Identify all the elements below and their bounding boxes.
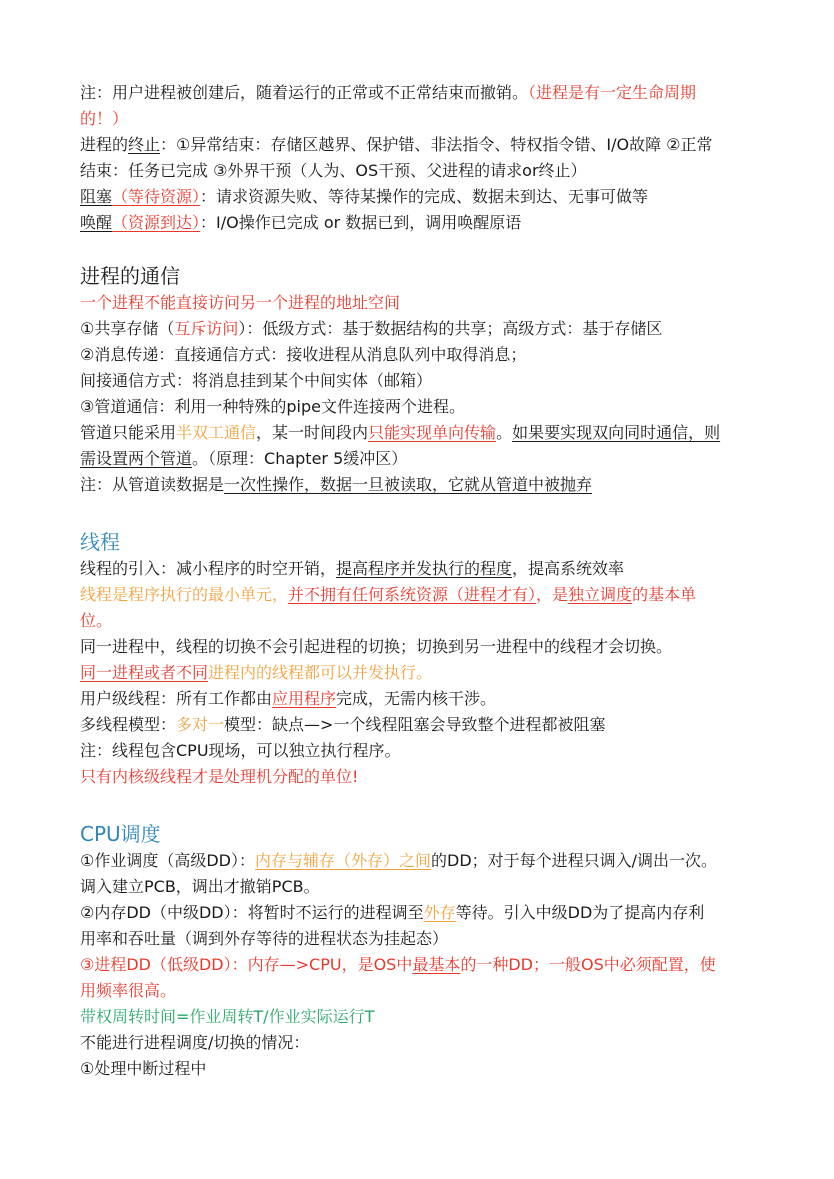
- cpu-line-9: ①处理中断过程中: [80, 1059, 207, 1078]
- cpu-scheduling-section: [80, 820, 760, 1082]
- thread-line-8: 注：线程包含CPU现场，可以独立执行程序。: [80, 741, 401, 760]
- intro-line-5: 阻塞（等待资源）：请求资源失败、等待某操作的完成、数据未到达、无事可做等: [80, 187, 649, 206]
- intro-line-2: 的！）: [80, 109, 129, 128]
- comm-line-4: 间接通信方式：将消息挂到某个中间实体（邮箱）: [80, 371, 433, 390]
- cpu-line-6: 用频率很高。: [80, 981, 177, 1000]
- cpu-line-5: ③进程DD（低级DD）：内存—>CPU，是OS中最基本的一种DD；一般OS中必须配置，使: [80, 955, 716, 974]
- comm-line-6: 管道只能采用半双工通信，某一时间段内只能实现单向传输。如果要实现双向同时通信，则: [80, 423, 721, 442]
- cpu-line-1: ①作业调度（高级DD）：内存与辅存（外存）之间的DD；对于每个进程只调入/调出一次。: [80, 851, 718, 870]
- thread-line-3: 位。: [80, 611, 113, 630]
- intro-line-6: 唤醒（资源到达）：I/O操作已完成 or 数据已到，调用唤醒原语: [80, 213, 522, 232]
- thread-line-6: 用户级线程：所有工作都由应用程序完成，无需内核干涉。: [80, 689, 497, 708]
- comm-line-2: ①共享存储（互斥访问）：低级方式：基于数据结构的共享；高级方式：基于存储区: [80, 319, 663, 338]
- cpu-line-8: 不能进行进程调度/切换的情况：: [80, 1033, 310, 1052]
- process-communication-section: [80, 262, 760, 498]
- intro-line-3: 进程的终止：①异常结束：存储区越界、保护错、非法指令、特权指令错、I/O故障 ②正常: [80, 135, 713, 154]
- section-heading: CPU调度: [80, 822, 161, 846]
- thread-line-1: 线程的引入：减小程序的时空开销，提高程序并发执行的程度，提高系统效率: [80, 559, 625, 578]
- section-heading: 线程: [80, 530, 120, 554]
- comm-line-1: 一个进程不能直接访问另一个进程的地址空间: [80, 293, 401, 312]
- cpu-line-4: 用率和吞吐量（调到外存等待的进程状态为挂起态）: [80, 929, 449, 948]
- thread-line-7: 多线程模型：多对一模型：缺点—>一个线程阻塞会导致整个进程都被阻塞: [80, 715, 606, 734]
- thread-line-4: 同一进程中，线程的切换不会引起进程的切换；切换到另一进程中的线程才会切换。: [80, 637, 673, 656]
- cpu-line-7: 带权周转时间=作业周转T/作业实际运行T: [80, 1007, 375, 1026]
- thread-section: [80, 528, 760, 790]
- thread-line-5: 同一进程或者不同进程内的线程都可以并发执行。: [80, 663, 433, 682]
- thread-line-9: 只有内核级线程才是处理机分配的单位!: [80, 767, 359, 786]
- cpu-line-3: ②内存DD（中级DD）：将暂时不运行的进程调至外存等待。引入中级DD为了提高内存利: [80, 903, 705, 922]
- comm-line-5: ③管道通信：利用一种特殊的pipe文件连接两个进程。: [80, 397, 465, 416]
- section-heading: 进程的通信: [80, 264, 180, 288]
- intro-section: [80, 80, 760, 236]
- thread-line-2: 线程是程序执行的最小单元，并不拥有任何系统资源（进程才有），是独立调度的基本单: [80, 585, 697, 604]
- cpu-line-2: 调入建立PCB，调出才撤销PCB。: [80, 877, 320, 896]
- comm-line-8: 注：从管道读数据是一次性操作，数据一旦被读取，它就从管道中被抛弃: [80, 475, 593, 494]
- comm-line-7: 需设置两个管道。（原理：Chapter 5缓冲区）: [80, 449, 408, 468]
- intro-line-4: 结束：任务已完成 ③外界干预（人为、OS干预、父进程的请求or终止）: [80, 161, 587, 180]
- comm-line-3: ②消息传递：直接通信方式：接收进程从消息队列中取得消息；: [80, 345, 527, 364]
- intro-line-1: 注：用户进程被创建后，随着运行的正常或不正常结束而撤销。（进程是有一定生命周期: [80, 83, 697, 102]
